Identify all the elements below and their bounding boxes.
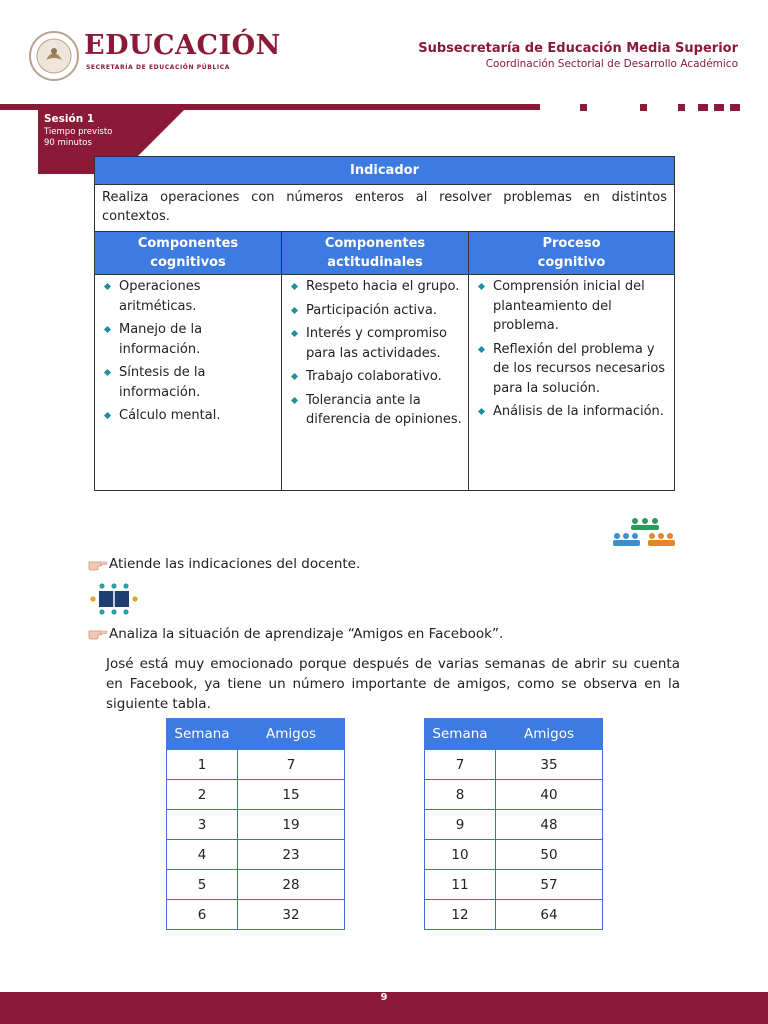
logo-subtitle: SECRETARÍA DE EDUCACIÓN PÚBLICA [86, 64, 230, 71]
diamond-bullet-icon [478, 283, 485, 290]
list-item-text: Síntesis de la información. [119, 365, 206, 400]
page-number: 9 [380, 992, 388, 1003]
list-item [99, 406, 277, 426]
list-item [473, 340, 670, 399]
session-time-label: Tiempo previsto [44, 127, 113, 137]
decorative-square [640, 104, 647, 111]
week-cell: 6 [167, 900, 238, 930]
column-header-line: actitudinales [327, 255, 423, 270]
group-work-icon [612, 516, 678, 548]
week-cell: 8 [425, 780, 496, 810]
list-item-text: Interés y compromiso para las actividades. [306, 326, 447, 361]
column-header-proceso [469, 232, 675, 275]
column-header-actitudinales [282, 232, 469, 275]
diamond-bullet-icon [104, 369, 111, 376]
week-cell: 7 [425, 750, 496, 780]
diamond-bullet-icon [291, 283, 298, 290]
friends-cell: 64 [496, 900, 603, 930]
decorative-square [730, 104, 740, 111]
table-row [425, 750, 603, 780]
list-item [286, 277, 464, 297]
list-item-text: Cálculo mental. [119, 408, 221, 423]
list-item-text: Manejo de la información. [119, 322, 203, 357]
list-item [99, 320, 277, 359]
week-cell: 1 [167, 750, 238, 780]
list-item [286, 391, 464, 430]
instruction-situation: Analiza la situación de aprendizaje “Amigos en Facebook”. [109, 626, 504, 642]
table-row [167, 810, 345, 840]
friends-cell: 35 [496, 750, 603, 780]
table-row [425, 780, 603, 810]
list-item-text: Operaciones aritméticas. [119, 279, 201, 314]
decorative-square [698, 104, 708, 111]
list-item [286, 301, 464, 321]
week-cell: 2 [167, 780, 238, 810]
friends-cell: 50 [496, 840, 603, 870]
friends-table-right [424, 718, 603, 930]
week-cell: 12 [425, 900, 496, 930]
week-cell: 10 [425, 840, 496, 870]
session-time [44, 127, 112, 149]
column-header-line: cognitivos [150, 255, 226, 270]
list-item-text: Participación activa. [306, 302, 437, 318]
friends-cell: 23 [238, 840, 345, 870]
week-cell: 5 [167, 870, 238, 900]
decorative-square [714, 104, 724, 111]
table-row [167, 780, 345, 810]
decorative-square [580, 104, 587, 111]
table-row [167, 840, 345, 870]
column-header-friends: Amigos [238, 719, 345, 750]
column-header-friends: Amigos [496, 719, 603, 750]
table-row [425, 870, 603, 900]
column-header-week: Semana [425, 719, 496, 750]
logo-title: EDUCACIÓN [84, 30, 281, 61]
friends-cell: 28 [238, 870, 345, 900]
column-header-line: Proceso [542, 236, 601, 251]
list-actitudinales [282, 275, 469, 491]
week-cell: 4 [167, 840, 238, 870]
list-item [473, 277, 670, 336]
friends-cell: 57 [496, 870, 603, 900]
list-item-text: Reflexión del problema y de los recursos necesarios para la solución. [493, 341, 666, 396]
list-item [473, 402, 670, 422]
list-item-text: Análisis de la información. [493, 404, 664, 419]
table-row [167, 750, 345, 780]
table-row [425, 900, 603, 930]
diamond-bullet-icon [104, 412, 111, 419]
diamond-bullet-icon [104, 326, 111, 333]
government-seal-logo [28, 30, 80, 82]
column-header-line: Componentes [324, 236, 426, 251]
list-item-text: Tolerancia ante la diferencia de opiniones. [306, 392, 462, 427]
list-item [99, 277, 277, 316]
diamond-bullet-icon [291, 306, 298, 313]
list-item [286, 324, 464, 363]
header-subsecretaria: Subsecretaría de Educación Media Superior [418, 41, 738, 56]
diamond-bullet-icon [291, 373, 298, 380]
pointing-hand-icon [88, 626, 108, 640]
list-item [99, 363, 277, 402]
column-header-line: Componentes [137, 236, 239, 251]
decorative-square [678, 104, 685, 111]
diamond-bullet-icon [478, 345, 485, 352]
week-cell: 11 [425, 870, 496, 900]
list-item-text: Trabajo colaborativo. [306, 369, 442, 384]
list-item-text: Comprensión inicial del planteamiento del problema. [493, 279, 645, 333]
list-proceso [469, 275, 675, 491]
friends-cell: 32 [238, 900, 345, 930]
indicator-header: Indicador [95, 157, 675, 185]
instruction-teacher: Atiende las indicaciones del docente. [109, 556, 361, 572]
friends-cell: 40 [496, 780, 603, 810]
column-header-week: Semana [167, 719, 238, 750]
table-row [425, 810, 603, 840]
friends-table-left [166, 718, 345, 930]
pointing-hand-icon [88, 557, 108, 571]
friends-cell: 7 [238, 750, 345, 780]
table-row [425, 840, 603, 870]
table-row [167, 870, 345, 900]
column-header-cognitivos [95, 232, 282, 275]
indicator-table [94, 156, 675, 491]
diamond-bullet-icon [291, 396, 298, 403]
list-cognitivos [95, 275, 282, 491]
list-item [286, 367, 464, 387]
table-row [167, 900, 345, 930]
diamond-bullet-icon [291, 330, 298, 337]
diamond-bullet-icon [478, 408, 485, 415]
week-cell: 9 [425, 810, 496, 840]
indicator-text: Realiza operaciones con números enteros al resolver problemas en distintos contextos. [95, 185, 675, 232]
friends-cell: 19 [238, 810, 345, 840]
column-header-line: cognitivo [537, 255, 606, 270]
list-item-text: Respeto hacia el grupo. [306, 279, 460, 294]
session-time-value: 90 minutos [44, 138, 92, 148]
friends-cell: 15 [238, 780, 345, 810]
session-title: Sesión 1 [44, 113, 95, 125]
diamond-bullet-icon [104, 283, 111, 290]
friends-cell: 48 [496, 810, 603, 840]
header-coordinacion: Coordinación Sectorial de Desarrollo Académico [485, 58, 738, 70]
classroom-table-icon [90, 581, 138, 617]
week-cell: 3 [167, 810, 238, 840]
situation-paragraph: José está muy emocionado porque después de varias semanas de abrir su cuenta en Facebook, ya tiene un número importante de amigos, como se observa en la siguiente tabla. [106, 656, 680, 712]
